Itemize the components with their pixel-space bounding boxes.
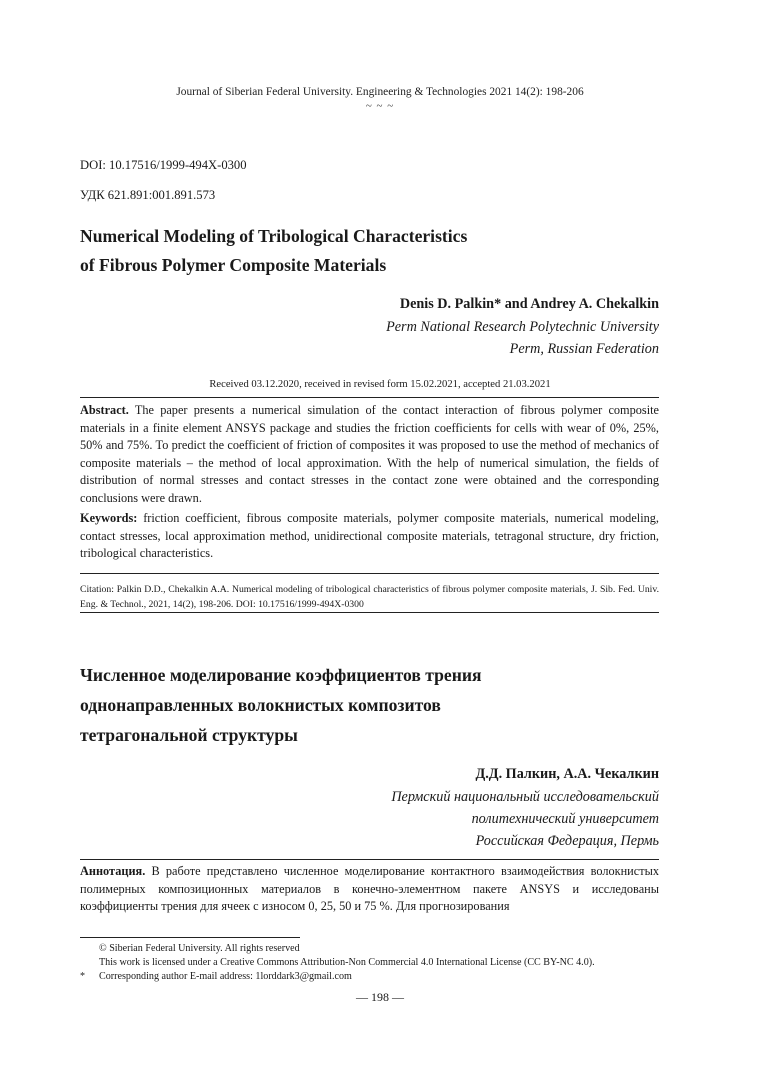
- doi: DOI: 10.17516/1999-494X-0300: [80, 158, 247, 172]
- russian-affiliation: [391, 786, 659, 852]
- citation: Citation: Palkin D.D., Chekalkin A.A. Numerical modeling of tribological characteristics of fibrous polymer composite materials, J. Sib. Fed. Univ. Eng. & Technol., 2021, 14(2), 198-206. DOI: 10.17516/1999-494X-0300: [80, 584, 659, 610]
- english-title-line: of Fibrous Polymer Composite Materials: [80, 255, 387, 275]
- english-affiliation: [386, 316, 659, 360]
- russian-authors: Д.Д. Палкин, А.А. Чекалкин: [475, 766, 659, 782]
- journal-header: Journal of Siberian Federal University. Engineering & Technologies 2021 14(2): 198-206: [176, 86, 584, 98]
- russian-abstract-text: В работе представлено численное моделирование контактного взаимодействия волокнистых полимерных композиционных материалов в конечно-элементном пакете ANSYS и исследованы коэффициенты трения для ячеек с износом 0, 25, 50 и 75 %. Для прогнозирования: [80, 864, 659, 913]
- russian-affiliation-line: политехнический университет: [471, 811, 659, 827]
- divider: [80, 612, 659, 613]
- russian-title-line: однонаправленных волокнистых композитов: [80, 695, 441, 715]
- abstract-label: Abstract.: [80, 403, 129, 417]
- keywords-text: friction coefficient, fibrous composite materials, polymer composite materials, numerical modeling, contact stresses, local approximation method, unidirectional composite materials, tetragonal structure, dry friction, tribological characteristics.: [80, 511, 659, 560]
- header-ornament: ~ ~ ~: [365, 100, 395, 112]
- english-keywords: [80, 510, 659, 563]
- keywords-label: Keywords:: [80, 511, 138, 525]
- russian-abstract: [80, 863, 659, 916]
- page-number: — 198 —: [356, 990, 404, 1004]
- russian-title-line: Численное моделирование коэффициентов трения: [80, 665, 482, 685]
- english-title: [80, 222, 467, 280]
- english-abstract: [80, 402, 659, 507]
- udk-code: УДК 621.891:001.891.573: [80, 188, 216, 202]
- footnote-asterisk: *: [80, 971, 86, 982]
- english-title-line: Numerical Modeling of Tribological Characteristics: [80, 226, 468, 246]
- english-affiliation-line: Perm National Research Polytechnic University: [386, 319, 659, 335]
- abstract-text: The paper presents a numerical simulation of the contact interaction of fibrous polymer composite materials in a finite element ANSYS package and studies the friction coefficients for cells with wear of 0%, 25%, 50% and 75%. To predict the coefficient of friction of composites it was proposed to use the method of mechanics of composite materials – the method of local approximation. With the help of numerical simulation, the fields of distribution of normal stresses and contact stresses in the contact zone were obtained and the corresponding conclusions were drawn.: [80, 403, 659, 505]
- russian-abstract-label: Аннотация.: [80, 864, 146, 878]
- license-note: This work is licensed under a Creative Commons Attribution-Non Commercial 4.0 International License (CC BY-NC 4.0).: [99, 957, 595, 968]
- english-authors: Denis D. Palkin* and Andrey A. Chekalkin: [399, 296, 659, 312]
- russian-affiliation-line: Пермский национальный исследовательский: [391, 789, 659, 805]
- russian-title: [80, 660, 482, 750]
- divider: [80, 397, 659, 398]
- corresponding-author-note: Corresponding author E-mail address: 1lorddark3@gmail.com: [99, 971, 352, 982]
- divider: [80, 573, 659, 574]
- english-affiliation-line: Perm, Russian Federation: [509, 341, 659, 357]
- copyright-note: © Siberian Federal University. All rights reserved: [99, 943, 300, 954]
- russian-affiliation-line: Российская Федерация, Пермь: [475, 833, 659, 849]
- russian-title-line: тетрагональной структуры: [80, 725, 298, 745]
- footnote-divider: [80, 937, 300, 938]
- received-dates: Received 03.12.2020, received in revised form 15.02.2021, accepted 21.03.2021: [209, 379, 551, 390]
- divider: [80, 859, 659, 860]
